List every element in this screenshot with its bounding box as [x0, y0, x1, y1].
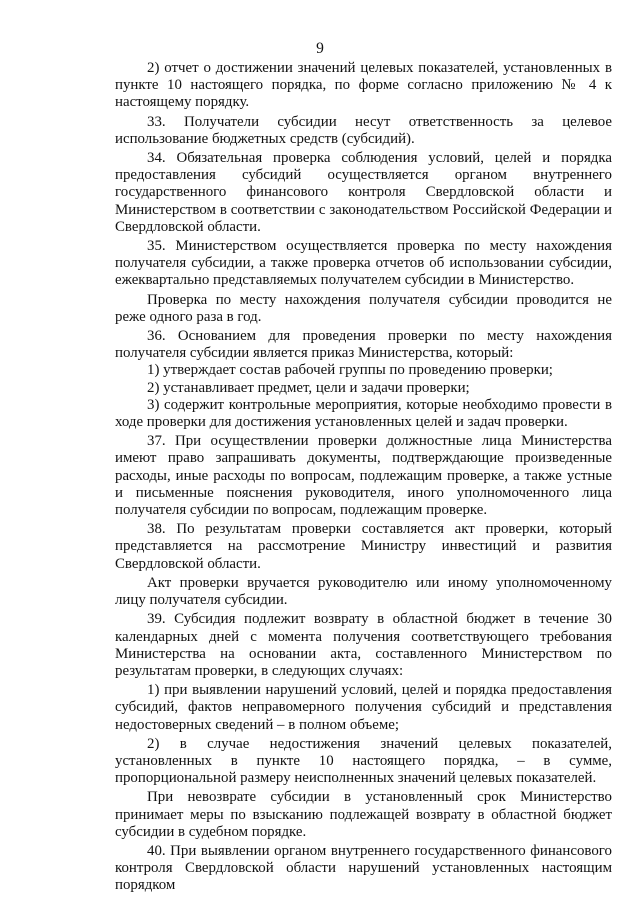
paragraph-37: 37. При осуществлении проверки должностные лица Министерства имеют право запрашивать документы, подтверждающие произведенные расходы, иные расходы по вопросам, подлежащим проверке, а также устные и письменные пояснения руководителя, иного уполномоченного лица получателя субсидии по вопросам, подлежащим проверке.	[115, 433, 612, 519]
paragraph-39-nonreturn: При невозврате субсидии в установленный срок Министерство принимает меры по взысканию подлежащей возврату в областной бюджет субсидии в судебном порядке.	[115, 789, 612, 840]
paragraph-36: 36. Основанием для проведения проверки по месту нахождения получателя субсидии является приказ Министерства, который:	[115, 328, 612, 362]
paragraph-2-report: 2) отчет о достижении значений целевых показателей, установленных в пункте 10 настоящего порядка, по форме согласно приложению № 4 к настоящему порядку.	[115, 60, 612, 111]
paragraph-38: 38. По результатам проверки составляется акт проверки, который представляется на рассмотрение Министру инвестиций и развития Свердловской области.	[115, 521, 612, 572]
paragraph-36-item-2: 2) устанавливает предмет, цели и задачи проверки;	[147, 379, 470, 396]
paragraph-34: 34. Обязательная проверка соблюдения условий, целей и порядка предоставления субсидий осуществляется органом внутреннего государственного финансового контроля Свердловской области и Министерством в соответствии с законодательством Российской Федерации и Свердловской области.	[115, 150, 612, 235]
paragraph-40: 40. При выявлении органом внутреннего государственного финансового контроля Свердловской области нарушений установленных настоящим порядком	[115, 842, 612, 894]
paragraph-39-item-2: 2) в случае недостижения значений целевых показателей, установленных в пункте 10 настоящего порядка, – в сумме, пропорциональной размеру неисполненных значений целевых показателей.	[115, 735, 612, 787]
paragraph-38-act: Акт проверки вручается руководителю или иному уполномоченному лицу получателя субсидии.	[115, 574, 612, 609]
paragraph-35-frequency: Проверка по месту нахождения получателя субсидии проводится не реже одного раза в год.	[115, 291, 612, 325]
paragraph-39: 39. Субсидия подлежит возврату в областной бюджет в течение 30 календарных дней с момента получения соответствующего требования Министерства на основании акта, составленного Министерством по результатам проверки, в следующих случаях:	[115, 611, 612, 679]
paragraph-36-item-3: 3) содержит контрольные мероприятия, которые необходимо провести в ходе проверки для достижения установленных целей и задач проверки.	[115, 396, 612, 431]
page-number: 9	[316, 40, 324, 57]
document-body	[115, 60, 612, 897]
paragraph-39-item-1: 1) при выявлении нарушений условий, целей и порядка предоставления субсидий, фактов неправомерного получения субсидий и представления недостоверных сведений – в полном объеме;	[115, 682, 612, 733]
paragraph-35: 35. Министерством осуществляется проверка по месту нахождения получателя субсидии, а также проверка отчетов об использовании субсидии, ежеквартально представляемых получателем субсидии в Министерство.	[115, 238, 612, 289]
paragraph-36-item-1: 1) утверждает состав рабочей группы по проведению проверки;	[147, 362, 553, 379]
paragraph-33: 33. Получатели субсидии несут ответственность за целевое использование бюджетных средств (субсидий).	[115, 113, 612, 147]
